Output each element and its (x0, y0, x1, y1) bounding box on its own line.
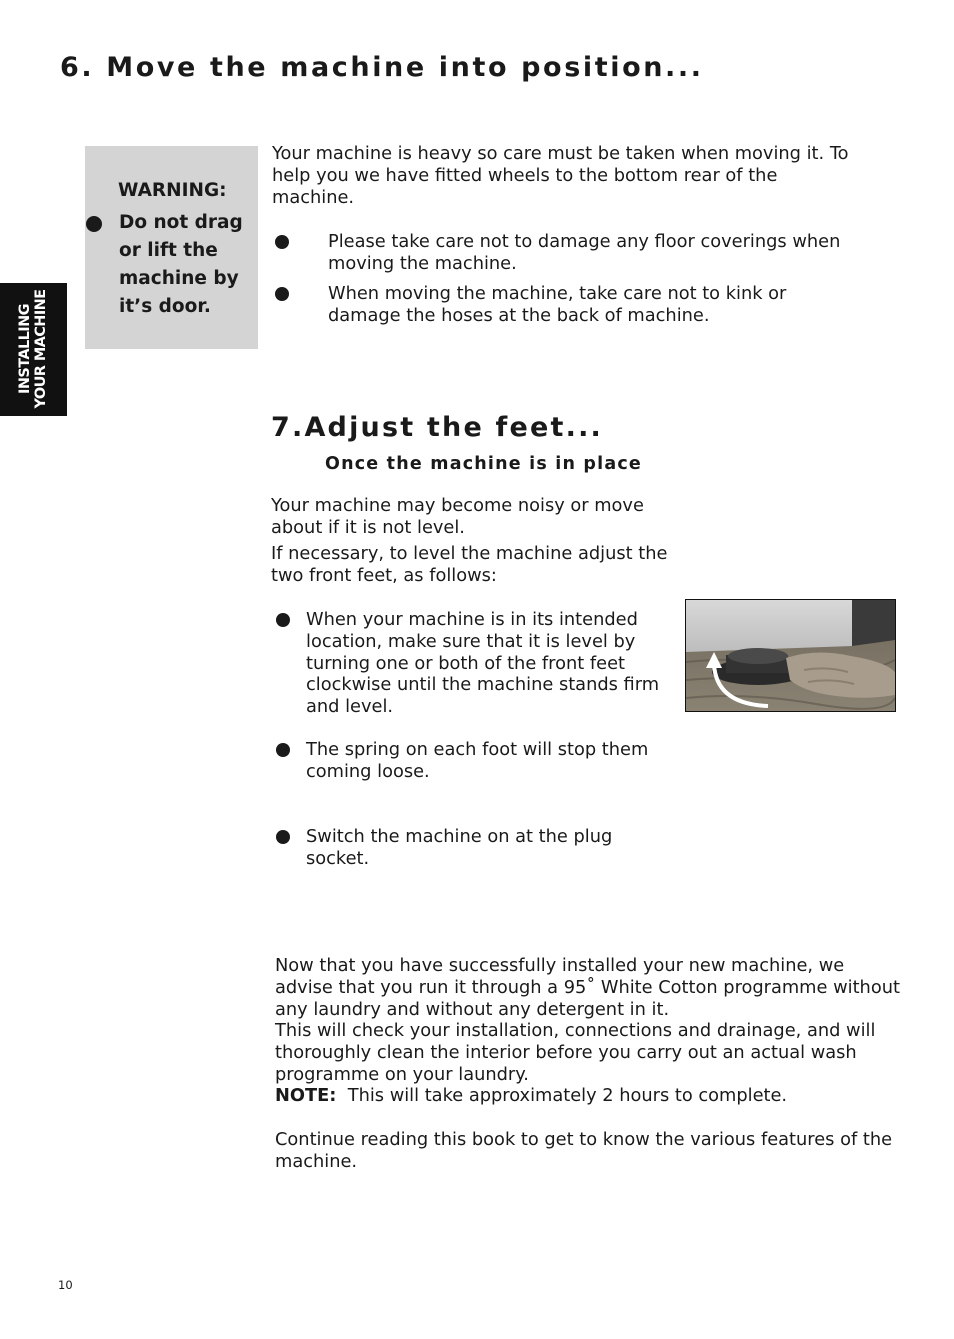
section-6-intro: Your machine is heavy so care must be taken when moving it. To help you we have fitted wheels to the bottom rear of the machine. (272, 143, 849, 208)
section-7-bullet-3: Switch the machine on at the plug socket. (306, 826, 613, 869)
bullet-icon (275, 287, 289, 301)
section-7-bullet-2: The spring on each foot will stop them coming loose. (306, 739, 649, 782)
bullet-icon (276, 613, 290, 627)
section-6-bullet-2: When moving the machine, take care not to kink or damage the hoses at the back of machine. (328, 283, 787, 326)
bullet-icon (276, 743, 290, 757)
section-6-bullet-1: Please take care not to damage any floor coverings when moving the machine. (328, 231, 841, 274)
closing-para-3: Continue reading this book to get to know the various features of the machine. (275, 1129, 893, 1172)
note-text: This will take approximately 2 hours to complete. (347, 1085, 788, 1106)
closing-note (275, 1085, 895, 1107)
side-tab-line-1: INSTALLING (17, 304, 33, 394)
page-number: 10 (58, 1278, 73, 1292)
warning-bullet-icon (86, 216, 102, 232)
section-7-para-2: If necessary, to level the machine adjust the two front feet, as follows: (271, 543, 668, 586)
section-6-heading: 6. Move the machine into position... (60, 52, 704, 83)
bullet-icon (275, 235, 289, 249)
adjust-foot-photo (685, 599, 896, 712)
section-7-heading: 7.Adjust the feet... (271, 412, 604, 443)
warning-text: Do not drag or lift the machine by it’s door. (119, 212, 243, 317)
section-7-para-1: Your machine may become noisy or move about if it is not level. (271, 495, 644, 538)
warning-title: WARNING: (118, 180, 227, 201)
section-7-subheading: Once the machine is in place (325, 454, 642, 474)
side-tab-label (17, 283, 49, 416)
side-tab-line-2: YOUR MACHINE (33, 289, 49, 409)
closing-para-2: This will check your installation, connections and drainage, and will thoroughly clean the interior before you carry out an actual wash programme on your laundry. (275, 1020, 876, 1085)
adjust-foot-illustration (686, 600, 895, 711)
bullet-icon (276, 830, 290, 844)
note-label: NOTE: (275, 1085, 337, 1106)
section-7-bullet-1: When your machine is in its intended location, make sure that it is level by turning one or both of the front feet clockwise until the machine stands firm and level. (306, 609, 660, 718)
closing-para-1: Now that you have successfully installed your new machine, we advise that you run it through a 95˚ White Cotton programme without any laundry and without any detergent in it. (275, 955, 900, 1020)
